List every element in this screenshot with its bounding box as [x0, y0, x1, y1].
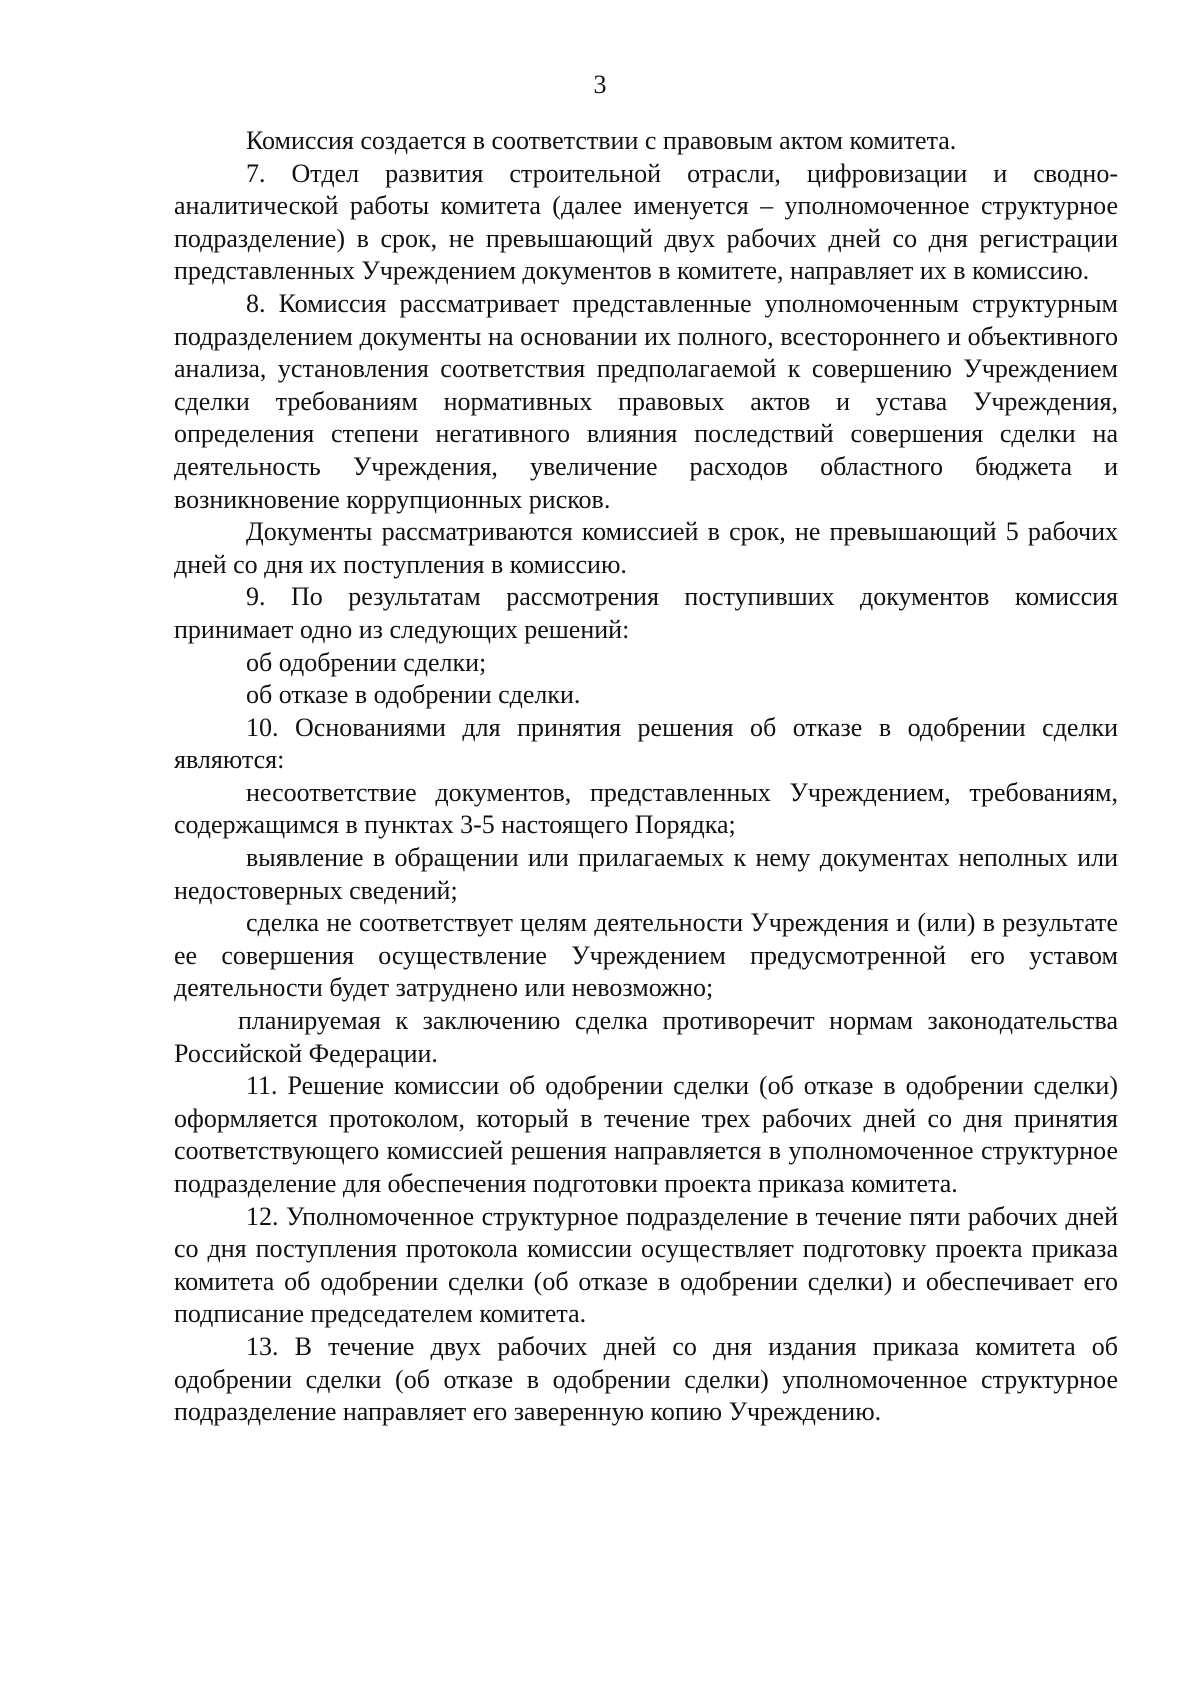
- refusal-ground-goals: сделка не соответствует целям деятельности Учреждения и (или) в результате ее совершения осуществление Учреждением предусмотренной его уставом деятельности будет затруднено или невозможно;: [174, 908, 1118, 1003]
- decision-option-approve: об одобрении сделки;: [246, 647, 487, 677]
- paragraph-8-review-term: Документы рассматриваются комиссией в срок, не превышающий 5 рабочих дней со дня их поступления в комиссию.: [174, 517, 1118, 579]
- decision-option-refuse: об отказе в одобрении сделки.: [246, 680, 581, 710]
- refusal-ground-mismatch: несоответствие документов, представленных Учреждением, требованиям, содержащимся в пунктах 3-5 настоящего Порядка;: [174, 777, 1118, 840]
- refusal-ground-incomplete-info: выявление в обращении или прилагаемых к нему документах неполных или недостоверных сведений;: [174, 843, 1118, 905]
- page-number: 3: [593, 70, 607, 99]
- refusal-ground-legislation: планируемая к заключению сделка противоречит нормам законодательства Российской Федерации.: [174, 1006, 1118, 1068]
- paragraph-12: 12. Уполномоченное структурное подразделение в течение пяти рабочих дней со дня поступления протокола комиссии осуществляет подготовку проекта приказа комитета об одобрении сделки (об отказе в одобрении сделки) и обеспечивает его подписание председателем комитета.: [174, 1201, 1118, 1329]
- paragraph-10: 10. Основаниями для принятия решения об отказе в одобрении сделки являются:: [174, 712, 1118, 775]
- paragraph-9: 9. По результатам рассмотрения поступивших документов комиссия принимает одно из следующих решений:: [174, 582, 1118, 644]
- paragraph-7: 7. Отдел развития строительной отрасли, цифровизации и сводно-аналитической работы комитета (далее именуется – уполномоченное структурное подразделение) в срок, не превышающий двух рабочих дней со дня регистрации представленных Учреждением документов в комитете, направляет их в комиссию.: [174, 158, 1118, 286]
- document-body: [174, 125, 1118, 1429]
- paragraph-commission-created: Комиссия создается в соответствии с правовым актом комитета.: [246, 126, 957, 155]
- paragraph-8: 8. Комиссия рассматривает представленные уполномоченным структурным подразделением документы на основании их полного, всестороннего и объективного анализа, установления соответствия предполагаемой к совершению Учреждением сделки требованиям нормативных правовых актов и устава Учреждения, определения степени негативного влияния последствий совершения сделки на деятельность Учреждения, увеличение расходов областного бюджета и возникновение коррупционных рисков.: [174, 288, 1118, 514]
- paragraph-11: 11. Решение комиссии об одобрении сделки (об отказе в одобрении сделки) оформляется протоколом, который в течение трех рабочих дней со дня принятия соответствующего комиссией решения направляется в уполномоченное структурное подразделение для обеспечения подготовки проекта приказа комитета.: [174, 1071, 1118, 1198]
- paragraph-13: 13. В течение двух рабочих дней со дня издания приказа комитета об одобрении сделки (об отказе в одобрении сделки) уполномоченное структурное подразделение направляет его заверенную копию Учреждению.: [174, 1331, 1118, 1427]
